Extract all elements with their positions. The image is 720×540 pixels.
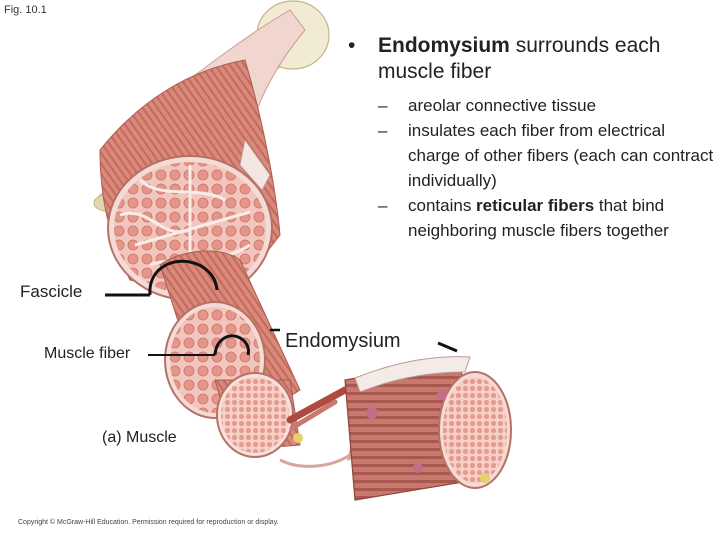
muscle-fiber-label: Muscle fiber xyxy=(44,345,131,362)
enlarged-fiber xyxy=(293,357,511,500)
endomysium-pointer-right xyxy=(438,343,457,351)
sub-bullet-text: areolar connective tissue xyxy=(408,96,597,115)
endomysium-label: Endomysium xyxy=(285,330,401,352)
bullet-list xyxy=(348,33,718,243)
sub-bullet-dash: – xyxy=(378,196,388,215)
sub-bullet xyxy=(378,93,718,118)
bullet-dot: • xyxy=(348,34,356,57)
main-bullet xyxy=(348,33,718,85)
sub-bullet xyxy=(378,193,718,243)
bullet-text: surrounds each muscle fiber xyxy=(378,34,661,83)
bullet-term: Endomysium xyxy=(378,34,510,57)
sub-bullet-list xyxy=(378,93,718,243)
sub-bullet-dash: – xyxy=(378,121,388,140)
sub-bullet-text: insulates each fiber from electrical charge of other fibers (each can contract individually) xyxy=(408,121,714,190)
sub-bullet-dash: – xyxy=(378,96,388,115)
sub-bullet-term: reticular fibers xyxy=(476,196,595,215)
sub-bullet xyxy=(378,118,718,193)
figure-label: Fig. 10.1 xyxy=(4,4,47,16)
sub-bullet-text: contains xyxy=(408,196,477,215)
muscle-fiber-tube xyxy=(215,373,345,457)
copyright-notice: Copyright © McGraw-Hill Education. Permission required for reproduction or display. xyxy=(18,519,279,526)
fascicle-label: Fascicle xyxy=(20,282,83,301)
zoom-arrow xyxy=(280,455,350,466)
sub-bullet-text-end: that bind neighboring muscle fibers together xyxy=(408,196,669,240)
muscle-caption: (a) Muscle xyxy=(102,429,177,446)
